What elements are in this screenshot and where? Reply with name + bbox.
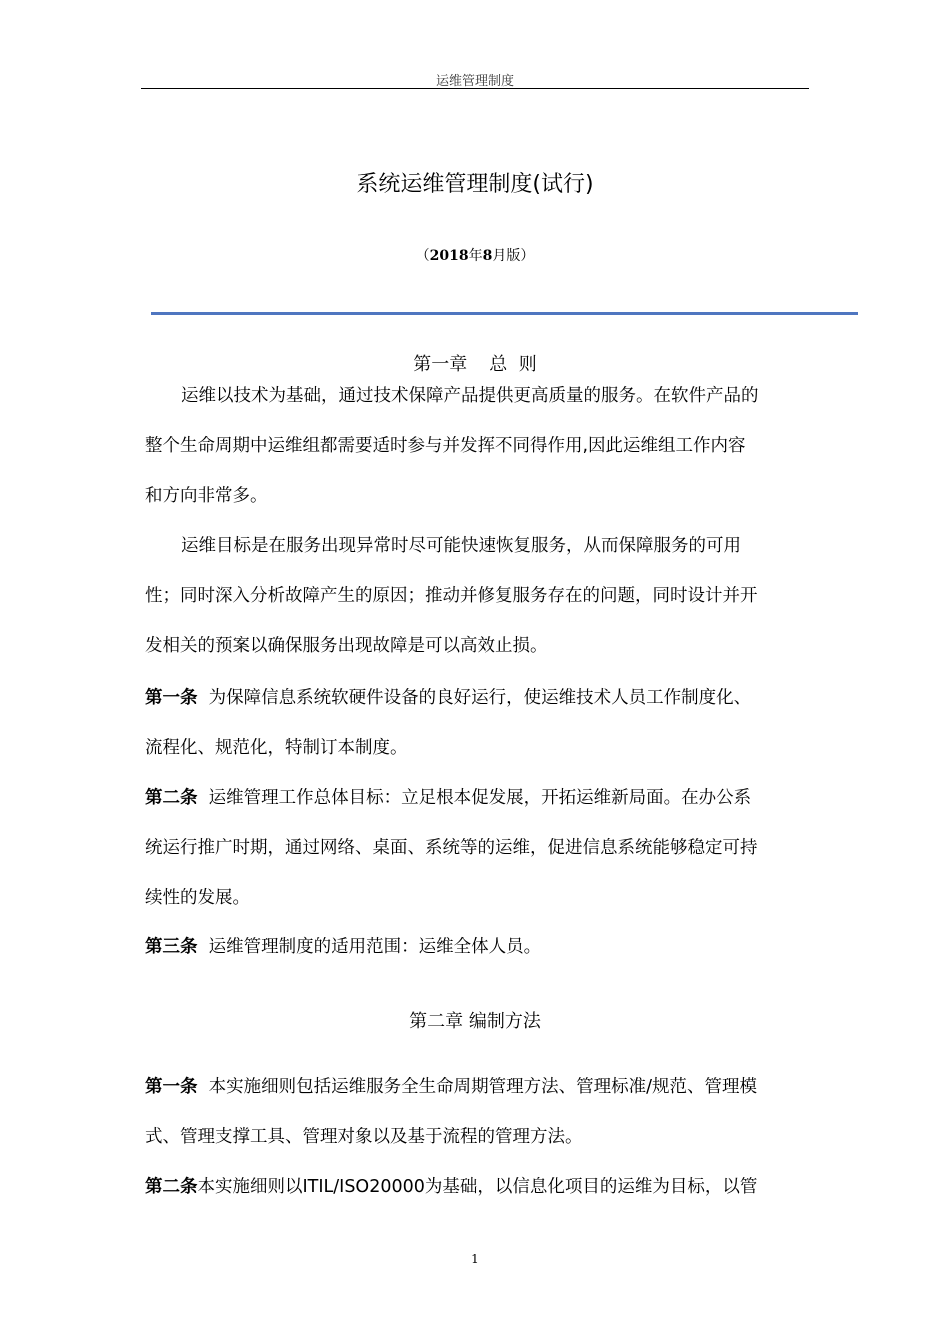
chapter-1-article-2 [145, 773, 815, 923]
paragraph-line: 和方向非常多。 [145, 486, 268, 506]
article-label: 第一条 [145, 688, 198, 708]
header-rule [141, 88, 809, 89]
chapter-2-article-1 [145, 1062, 815, 1162]
paragraph-line [145, 922, 815, 972]
article-label: 第二条 [145, 788, 198, 808]
paragraph-line: 运维目标是在服务出现异常时尽可能快速恢复服务，从而保障服务的可用 [181, 536, 741, 556]
page-number: 1 [471, 1252, 479, 1266]
chapter-2-article-2 [145, 1162, 815, 1212]
running-header: 运维管理制度 [435, 74, 514, 89]
paragraph-line: 式、管理支撑工具、管理对象以及基于流程的管理方法。 [145, 1127, 583, 1147]
edition-open: （ [415, 248, 430, 264]
document-title: 系统运维管理制度(试行) [356, 172, 594, 197]
paragraph-line: 性；同时深入分析故障产生的原因；推动并修复服务存在的问题，同时设计并开 [145, 586, 758, 606]
article-text: 运维管理工作总体目标：立足根本促发展，开拓运维新局面。在办公系 [208, 788, 752, 808]
paragraph-line: 统运行推广时期，通过网络、桌面、系统等的运维，促进信息系统能够稳定可持 [145, 838, 758, 858]
article-text: 为保障信息系统软硬件设备的良好运行，使运维技术人员工作制度化、 [208, 688, 752, 708]
edition-month: 8 [482, 248, 493, 264]
chapter-1-article-1 [145, 673, 815, 773]
paragraph-line [145, 1062, 815, 1112]
intro-paragraph-2 [145, 521, 815, 671]
document-edition [0, 245, 950, 265]
title-separator [151, 312, 858, 315]
article-text: 本实施细则包括运维服务全生命周期管理方法、管理标准/规范、管理模 [208, 1077, 758, 1097]
paragraph-line: 续性的发展。 [145, 888, 250, 908]
article-label: 第一条 [145, 1077, 198, 1097]
article-text: 运维管理制度的适用范围：运维全体人员。 [208, 937, 542, 957]
paragraph-line: 流程化、规范化，特制订本制度。 [145, 738, 408, 758]
chapter-2-heading: 第二章 编制方法 [409, 1011, 541, 1032]
edition-year: 2018 [429, 248, 469, 264]
chapter-1-number: 第一章 [413, 354, 468, 375]
intro-paragraph-1 [145, 371, 815, 521]
paragraph-line [145, 673, 815, 723]
paragraph-line: 运维以技术为基础，通过技术保障产品提供更高质量的服务。在软件产品的 [181, 386, 759, 406]
article-label: 第三条 [145, 937, 198, 957]
chapter-1-article-3 [145, 922, 815, 972]
paragraph-line [145, 773, 815, 823]
edition-mid: 年 [468, 248, 483, 264]
paragraph-line [145, 1162, 815, 1212]
chapter-1-name: 总 则 [489, 354, 537, 375]
paragraph-line: 整个生命周期中运维组都需要适时参与并发挥不同得作用,因此运维组工作内容 [145, 436, 746, 456]
paragraph-line: 发相关的预案以确保服务出现故障是可以高效止损。 [145, 636, 548, 656]
article-label: 第二条 [145, 1177, 198, 1197]
article-text: 本实施细则以ITIL/ISO20000为基础，以信息化项目的运维为目标，以管 [197, 1177, 758, 1197]
edition-close: 月版） [492, 248, 535, 264]
